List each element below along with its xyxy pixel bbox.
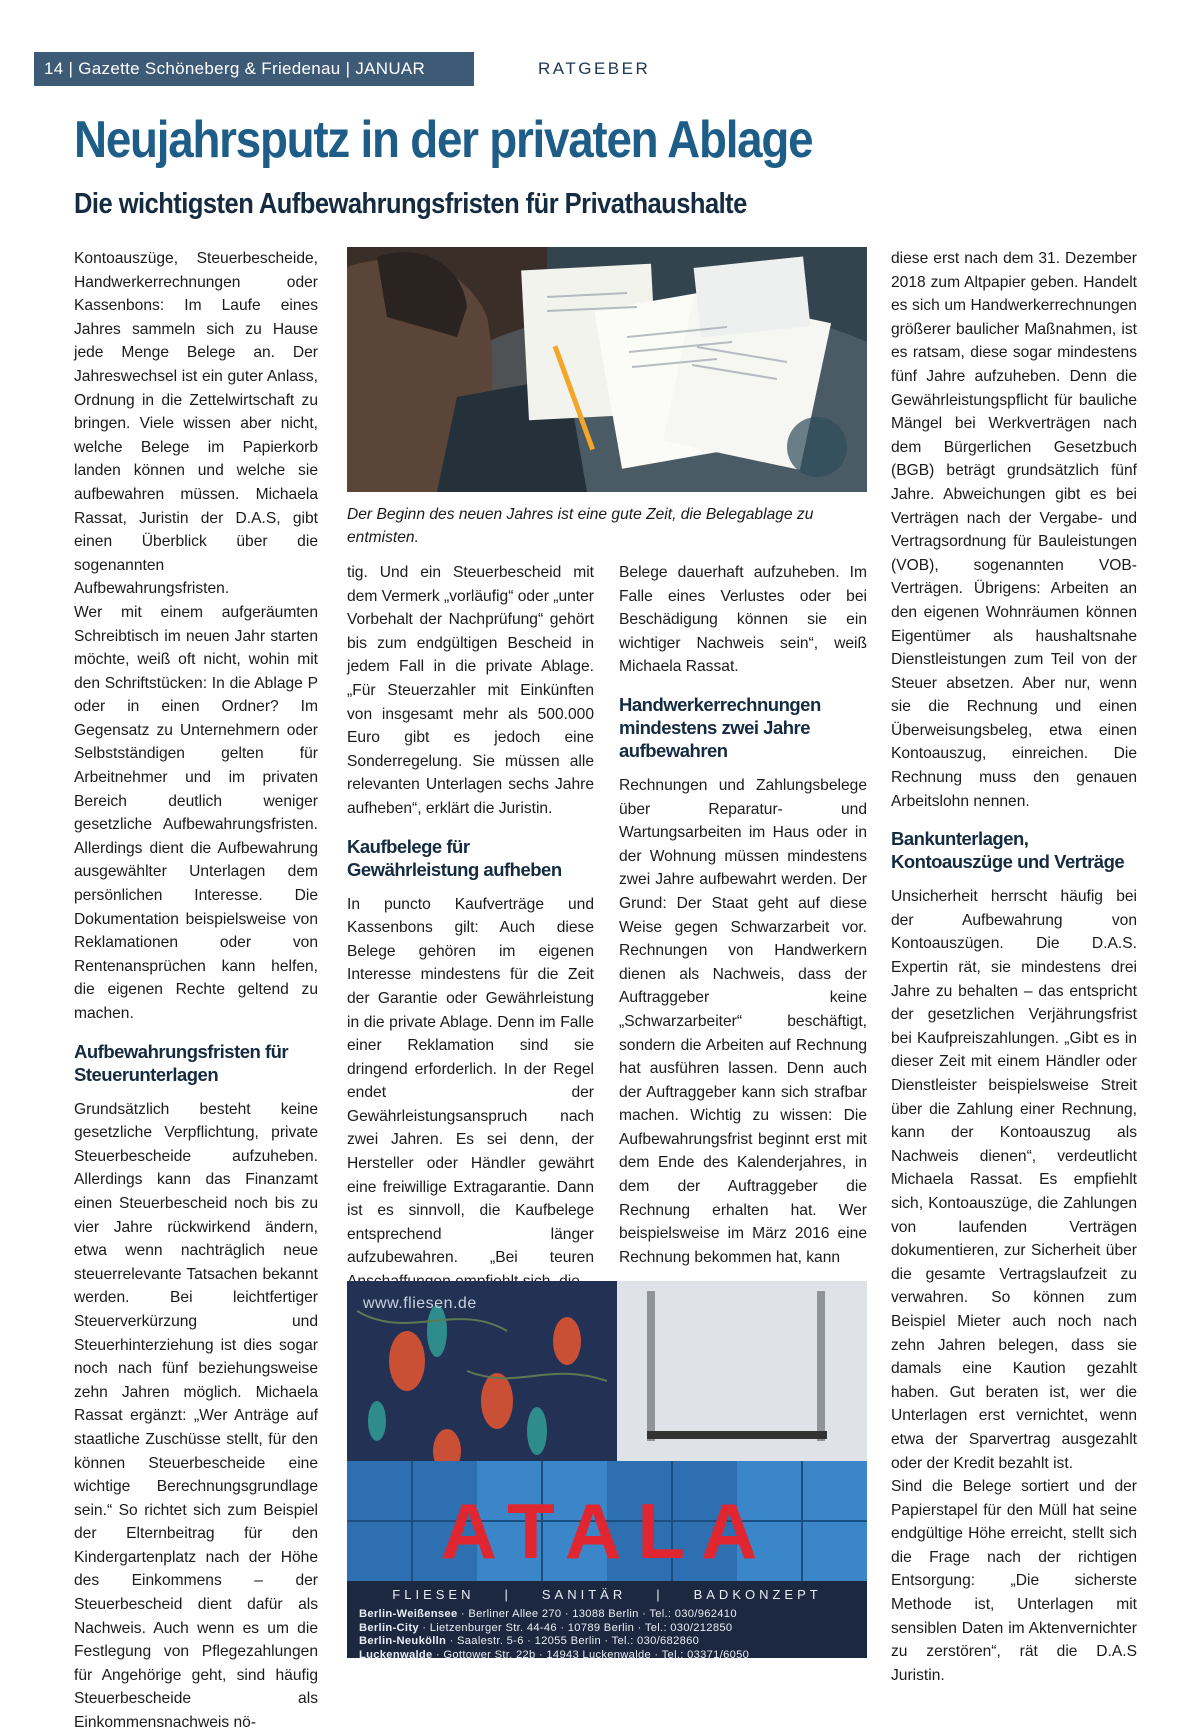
branch-details: · Saalestr. 5-6 · 12055 Berlin · Tel.: 030/682860 [446, 1635, 700, 1647]
body-paragraph: Wer mit einem aufgeräumten Schreibtisch im neuen Jahr starten möchte, weiß oft nicht, wohin mit den Schriftstücken: In die Ablage P oder in einen Ordner? Im Gegensatz zu Unternehmern oder Selbstständigen gelten für Arbeitnehmer und im privaten Bereich deutlich weniger gesetzliche Aufbewahrungsfristen. Allerdings dient die Aufbewahrung ausgewählter Unterlagen dem persönlichen Interesse. Die Dokumentation beispielsweise von Reklamationen oder von Rentenansprüchen kann helfen, die eigenen Rechte geltend zu machen. [74, 603, 318, 1022]
column-1 [74, 247, 318, 1735]
body-paragraph: Unsicherheit herrscht häufig bei der Aufbewahrung von Kontoauszügen. Die D.A.S. Expertin rät, sie mindestens drei Jahre zu behalten – das entspricht der gesetzlichen Verjährungsfrist bei Kaufpreiszahlungen. „Gibt es in dieser Zeit mit einem Händler oder Dienstleister beispielsweise Streit über die Zahlung einer Rechnung, kann der Kontoauszug als Nachweis dienen“, verdeutlicht Michaela Rassat. Es empfiehlt sich, Kontoauszüge, die Zahlungen von laufenden Verträgen dokumentieren, zur Sicherheit über die gesamte Vertragslaufzeit zu verwahren. So können zum Beispiel Mieter auch noch nach zehn Jahren belegen, dass sie damals eine Kaution gezahlt haben. Gut beraten ist, wer die Unterlagen erst vernichtet, wenn etwa der Sparvertrag ausgezahlt oder der Kredit bezahlt ist. [891, 888, 1137, 1472]
photo-caption: Der Beginn des neuen Jahres ist eine gute Zeit, die Belegablage zu entmisten. [347, 506, 814, 546]
page-header [34, 52, 651, 112]
photo-illustration [347, 247, 867, 492]
article-subtitle: Die wichtigsten Aufbewahrungsfristen für Privathaushalte [74, 188, 747, 220]
tagline-divider: | [504, 1587, 512, 1602]
branch-details: · Gottower Str. 22b · 14943 Luckenwalde · Tel.: 03371/6050 [432, 1648, 750, 1658]
ad-address-line [359, 1622, 859, 1636]
body-paragraph: tig. Und ein Steuerbescheid mit dem Vermerk „vorläufig“ oder „unter Vorbehalt der Nachprüfung“ gehört bis zum endgültigen Bescheid in jedem Fall in die private Ablage. „Für Steuerzahler mit Einkünften von insgesamt mehr als 500.000 Euro gibt es jedoch eine Sonderregelung. Sie müssen alle relevanten Unterlagen sechs Jahre aufheben“, erklärt die Juristin. [347, 564, 594, 817]
section-label: RATGEBER [538, 59, 651, 78]
subheading-tax: Aufbewahrungsfristen für Steuerunterlagen [74, 1040, 289, 1085]
subheading-receipts: Kaufbelege für Gewährleistung aufheben [347, 835, 562, 880]
ad-address-line [359, 1608, 859, 1622]
intro-paragraph: Kontoauszüge, Steuerbescheide, Handwerkerrechnungen oder Kassenbons: Im Laufe eines Jahres sammeln sich zu Hause jede Menge Belege an. Der Jahreswechsel ist ein guter Anlass, Ordnung in die Zettelwirtschaft zu bringen. Viele wissen aber nicht, welche Belege im Papierkorb landen können und welche sie aufbewahren müssen. Michaela Rassat, Juristin der D.A.S, gibt einen Überblick über die sogenannten Aufbewahrungsfristen. [74, 250, 318, 598]
ad-tag-sanitaer: SANITÄR [541, 1587, 627, 1602]
ad-tag-fliesen: FLIESEN [392, 1587, 475, 1602]
body-paragraph: Sind die Belege sortiert und der Papierstapel für den Müll hat seine endgültige Höhe erreicht, stellt sich die Frage nach der richtigen Entsorgung: „Die sicherste Methode ist, Unterlagen mit sensiblen Daten im Aktenvernichter zu zerstören“, rät die D.A.S Juristin. [891, 1478, 1137, 1684]
subheading-bank: Bankunterlagen, Kontoauszüge und Verträge [891, 828, 1125, 873]
tagline-divider: | [656, 1587, 664, 1602]
body-paragraph: In puncto Kaufverträge und Kassenbons gilt: Auch diese Belege gehören im eigenen Interesse mindestens für die Zeit der Garantie oder Gewährleistung in die private Ablage. Denn im Falle einer Reklamation sind sie dringend erforderlich. In der Regel endet der Gewährleistungsanspruch nach zwei Jahren. Es sei denn, der Hersteller oder Händler gewährt eine freiwillige Extragarantie. Dann ist es sinnvoll, die Kaufbelege entsprechend länger aufzubewahren. „Bei teuren [347, 895, 594, 1267]
page-info: 14 | Gazette Schöneberg & Friedenau | JANUAR 2018 [34, 52, 474, 86]
ad-address-line [359, 1635, 859, 1649]
body-paragraph: Belege dauerhaft aufzuheben. Im Falle eines Verlustes oder bei Beschädigung können sie ein wichtiger Nachweis sein“, weiß Michaela Rassat. [619, 564, 867, 676]
subheading-craftsmen: Handwerkerrechnungen mindestens zwei Jahre aufbewahren [619, 693, 821, 761]
branch-details: · Berliner Allee 270 · 13088 Berlin · Tel.: 030/962410 [457, 1608, 737, 1620]
branch-name: Berlin-City [359, 1621, 419, 1634]
column-4 [891, 247, 1137, 1687]
branch-name: Berlin-Weißensee [359, 1608, 458, 1620]
ad-address-line [359, 1649, 859, 1659]
column-2 [347, 561, 594, 1294]
branch-name: Luckenwalde [359, 1648, 433, 1658]
article-title: Neujahrsputz in der privaten Ablage [74, 111, 813, 169]
ad-tagline [347, 1587, 867, 1602]
branch-name: Berlin-Neukölln [359, 1635, 447, 1647]
branch-details: · Lietzenburger Str. 44-46 · 10789 Berlin · Tel.: 030/212850 [418, 1621, 733, 1634]
ad-tag-badkonzept: BADKONZEPT [693, 1587, 822, 1602]
advertisement[interactable] [347, 1281, 867, 1658]
body-paragraph: Rechnungen und Zahlungsbelege über Reparatur- und Wartungsarbeiten im Haus oder in der Wohnung müssen mindestens zwei Jahre aufbewahrt werden. Der Grund: Der Staat geht auf diese Weise gegen Schwarzarbeit vor. Rechnungen von Handwerkern dienen als Nachweis, dass der Auftraggeber keine „Schwarzarbeiter“ beschäftigt, sondern die Arbeiten auf Rechnung hat ausführen lassen. Denn auch der Auftraggeber kann sich strafbar machen. Wichtig zu wissen: Die Aufbewahrungsfrist beginnt erst mit dem Ende des Kalenderjahres, in dem der Auftraggeber die Rechnung erhalten hat. Wer beispielsweise im März 2016 eine Rechnung bekommen hat, kann [619, 776, 867, 1266]
body-paragraph: diese erst nach dem 31. Dezember 2018 zum Altpapier geben. Handelt es sich um Handwerkerrechnungen größerer baulicher Maßnahmen, ist es ratsam, diese sogar mindestens fünf Jahre aufzuheben. Denn die Gewährleistungspflicht für bauliche Mängel bei Werkverträgen nach dem Bürgerlichen Gesetzbuch (BGB) beträgt grundsätzlich fünf Jahre. Abweichungen gibt es bei Verträgen nach der Vergabe- und Vertragsordnung für Bauleistungen (VOB), sogenannten VOB-Verträgen. Übrigens: Arbeiten an den eigenen Wohnräumen können Eigentümer als haushaltsnahe Dienstleistungen zum Teil von der Steuer absetzen. Aber nur, wenn sie die Rechnung und einen Überweisungsbeleg, etwa einen Kontoauszug, einreichen. Die Rechnung muss den genauen Arbeitslohn nennen. [891, 250, 1137, 810]
ad-url[interactable]: www.fliesen.de [363, 1295, 477, 1312]
article-photo [347, 247, 867, 492]
body-paragraph: Grundsätzlich besteht keine gesetzliche Verpflichtung, private Steuerbescheide aufzuheben. Allerdings kann das Finanzamt einen Steuerbescheid noch bis zu vier Jahre rückwirkend ändern, etwa wenn nachträglich neue steuerrelevante Tatsachen bekannt werden. Bei leichtfertiger Steuerverkürzung und Steuerhinterziehung ist dies sogar noch nach fünf beziehungsweise zehn Jahren möglich. Michaela Rassat ergänzt: „Wer Anträge auf staatliche Zuschüsse stellt, für den können Steuerbescheide eine wichtige Berechnungsgrundlage sein.“ So richtet sich zum Beispiel der Elternbeitrag für den Kindergartenplatz nach der Höhe des Einkommens – der Steuerbescheid dient dafür als Nachweis. Auch wenn es um die Festlegung von Pflegezahlungen für Angehörige geht, sind häufig Steuerbescheide als Einkommensnachweis nö- [74, 1100, 318, 1732]
ad-addresses [359, 1608, 859, 1658]
column-3 [619, 561, 867, 1269]
ad-brand-logo: ATALA [440, 1487, 774, 1575]
